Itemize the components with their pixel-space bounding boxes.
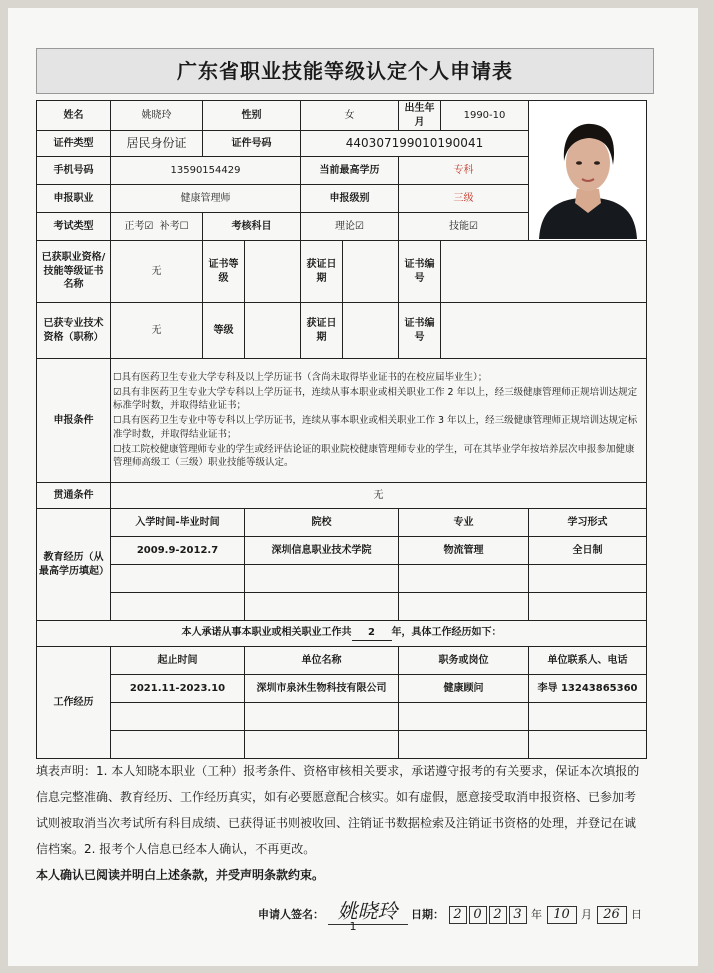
exam-type-label: 考试类型 xyxy=(37,213,111,241)
birth-label: 出生年月 xyxy=(399,101,441,131)
edu-header-period: 入学时间-毕业时间 xyxy=(111,509,245,537)
occupation-value: 健康管理师 xyxy=(111,185,301,213)
application-form-paper xyxy=(8,8,698,966)
edu-header-mode: 学习形式 xyxy=(529,509,647,537)
applicant-signature: 姚晓玲 xyxy=(328,895,408,925)
id-type-value: 居民身份证 xyxy=(111,131,203,157)
qual2-cert-no-value xyxy=(441,303,647,359)
level-label: 申报级别 xyxy=(301,185,399,213)
id-type-label: 证件类型 xyxy=(37,131,111,157)
year-digit: 2 xyxy=(489,906,507,924)
conditions-label: 申报条件 xyxy=(37,359,111,483)
work-label: 工作经历 xyxy=(37,647,111,759)
education-label: 教育经历（从最高学历填起） xyxy=(37,509,111,621)
edu-school: 深圳信息职业技术学院 xyxy=(245,537,399,565)
application-table xyxy=(36,100,647,759)
qual1-value: 无 xyxy=(111,241,203,303)
declaration-text: 填表声明：1. 本人知晓本职业（工种）报考条件、资格审核相关要求，承诺遵守报考的有关要求，保证本次填报的信息完整准确、教育经历、工作经历真实，如有必要愿意配合核实。如有虚假，愿意接受取消申报资格、已参加考试则被取消当次考试所有科目成绩、已获得证书则被收回、注销证书数据检索及注销证书资格的处理，并登记在诚信档案。2. 报考个人信息已经本人确认，不再更改。 xyxy=(36,764,640,856)
phone-label: 手机号码 xyxy=(37,157,111,185)
work-position: 健康顾问 xyxy=(399,675,529,703)
work-period: 2021.11-2023.10 xyxy=(111,675,245,703)
name-label: 姓名 xyxy=(37,101,111,131)
birth-value: 1990-10 xyxy=(441,101,529,131)
signature-label: 申请人签名： xyxy=(258,908,324,921)
qual1-date-value xyxy=(343,241,399,303)
phone-value: 13590154429 xyxy=(111,157,301,185)
edu-mode: 全日制 xyxy=(529,537,647,565)
table-row xyxy=(37,565,647,593)
work-header-period: 起止时间 xyxy=(111,647,245,675)
work-contact: 李导 13243865360 xyxy=(529,675,647,703)
qual2-value: 无 xyxy=(111,303,203,359)
edu-header-major: 专业 xyxy=(399,509,529,537)
id-no-label: 证件号码 xyxy=(203,131,301,157)
declaration-confirm: 本人确认已阅读并明白上述条款，并受声明条款约束。 xyxy=(36,868,325,882)
table-row xyxy=(37,731,647,759)
table-row xyxy=(37,593,647,621)
qual2-label: 已获专业技术资格（职称） xyxy=(37,303,111,359)
exam-subject-label: 考核科目 xyxy=(203,213,301,241)
level-value: 三级 xyxy=(399,185,529,213)
edu-label: 当前最高学历 xyxy=(301,157,399,185)
qual1-date-label: 获证日期 xyxy=(301,241,343,303)
work-company: 深圳市泉沐生物科技有限公司 xyxy=(245,675,399,703)
condition-item[interactable]: ☐具有医药卫生专业中等专科以上学历证书，连续从事本职业或相关职业工作 3 年以上，经三级健康管理师正规培训达规定标准学时数，并取得结业证书； xyxy=(113,415,638,440)
gender-value: 女 xyxy=(301,101,399,131)
qual2-date-value xyxy=(343,303,399,359)
table-row xyxy=(37,703,647,731)
qual2-cert-no-label: 证书编号 xyxy=(399,303,441,359)
regular-exam-checkbox[interactable]: 正考☑ xyxy=(124,220,154,232)
page-number: 1 xyxy=(349,920,357,933)
qual1-cert-level-value xyxy=(245,241,301,303)
edu-major: 物流管理 xyxy=(399,537,529,565)
id-no-value: 440307199010190041 xyxy=(301,131,529,157)
theory-checkbox[interactable]: 理论☑ xyxy=(301,213,399,241)
exam-type-checks xyxy=(111,213,203,241)
month-value: 10 xyxy=(547,906,577,924)
declaration xyxy=(36,758,642,888)
skill-checkbox[interactable]: 技能☑ xyxy=(399,213,529,241)
conditions-list xyxy=(111,359,647,483)
edu-period: 2009.9-2012.7 xyxy=(111,537,245,565)
condition-item[interactable]: ☐具有医药卫生专业大学专科及以上学历证书（含尚未取得毕业证书的在校应届毕业生）； xyxy=(113,371,488,383)
name-value: 姚晓玲 xyxy=(111,101,203,131)
qual2-level-label: 等级 xyxy=(203,303,245,359)
date-label: 日期： xyxy=(411,908,444,921)
year-digit: 2 xyxy=(449,906,467,924)
gender-label: 性别 xyxy=(203,101,301,131)
through-value: 无 xyxy=(111,483,647,509)
qual1-cert-no-label: 证书编号 xyxy=(399,241,441,303)
edu-header-school: 院校 xyxy=(245,509,399,537)
table-row xyxy=(37,675,647,703)
year-digit: 0 xyxy=(469,906,487,924)
condition-item[interactable]: ☑具有非医药卫生专业大学专科以上学历证书，连续从事本职业或相关职业工作 2 年以上，经三级健康管理师正规培训达规定标准学时数，并取得结业证书； xyxy=(113,386,638,412)
work-header-contact: 单位联系人、电话 xyxy=(529,647,647,675)
qual1-cert-level-label: 证书等级 xyxy=(203,241,245,303)
occupation-label: 申报职业 xyxy=(37,185,111,213)
work-header-position: 职务或岗位 xyxy=(399,647,529,675)
through-label: 贯通条件 xyxy=(37,483,111,509)
day-value: 26 xyxy=(597,906,627,924)
retake-exam-checkbox[interactable]: 补考☐ xyxy=(159,220,189,232)
applicant-photo xyxy=(529,103,646,239)
signature-row: 申请人签名： 姚晓玲 日期： 2 0 2 3 年 10 月 26 日 xyxy=(36,895,642,921)
edu-value: 专科 xyxy=(399,157,529,185)
year-digit: 3 xyxy=(509,906,527,924)
photo-cell xyxy=(529,101,647,241)
work-statement: 本人承诺从事本职业或相关职业工作共 2 年，具体工作经历如下： xyxy=(37,621,647,647)
work-years: 2 xyxy=(352,626,392,641)
qual2-date-label: 获证日期 xyxy=(301,303,343,359)
condition-item[interactable]: ☐技工院校健康管理师专业的学生或经评估论证的职业院校健康管理师专业的学生，可在其毕业学年按培养层次申报参加健康管理师高级工（三级）职业技能等级认定。 xyxy=(113,443,635,469)
qual2-level-value xyxy=(245,303,301,359)
form-title: 广东省职业技能等级认定个人申请表 xyxy=(36,48,654,94)
qual1-label: 已获职业资格/技能等级证书名称 xyxy=(37,241,111,303)
table-row xyxy=(37,537,647,565)
work-header-company: 单位名称 xyxy=(245,647,399,675)
qual1-cert-no-value xyxy=(441,241,647,303)
